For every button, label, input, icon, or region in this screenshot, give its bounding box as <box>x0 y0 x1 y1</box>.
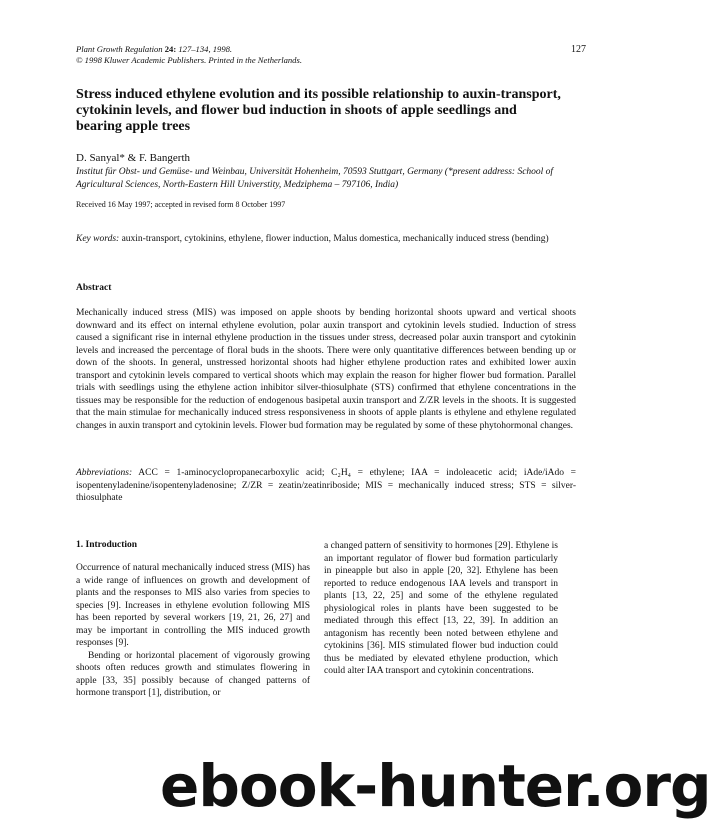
keywords-label: Key words: <box>76 234 120 244</box>
received-dates: Received 16 May 1997; accepted in revised form 8 October 1997 <box>76 200 286 209</box>
abbreviations <box>76 467 576 505</box>
journal-line-2: © 1998 Kluwer Academic Publishers. Printed in the Netherlands. <box>76 55 302 65</box>
journal-volume: 24: <box>164 44 177 54</box>
introduction-heading: 1. Introduction <box>76 540 138 550</box>
article-title: Stress induced ethylene evolution and its possible relationship to auxin-transport, cytokinin levels, and flower bud induction in shoots of apple seedlings and bearing apple trees <box>76 87 561 134</box>
authors: D. Sanyal* & F. Bangerth <box>76 152 190 164</box>
affiliation: Institut für Obst- und Gemüse- und Weinbau, Universität Hohenheim, 70593 Stuttgart, Germany (*present address: School of Agricultural Sciences, North-Eastern Hill Universtity, Medziphema – 797106, India) <box>76 167 554 190</box>
journal-line-1: Plant Growth Regulation 24: 127–134, 1998. <box>76 44 233 54</box>
abbreviations-label: Abbreviations: <box>76 468 133 478</box>
keywords <box>76 233 576 246</box>
paragraph: Occurrence of natural mechanically induced stress (MIS) has a wide range of influences on growth and development of plants and the responses to MIS also varies from species to species [9]. Increases in ethylene evolution following MIS has been reported by several workers [19, 21, 26, 27] and may be important in controlling the MIS induced growth responses [9]. <box>76 563 310 648</box>
paragraph: a changed pattern of sensitivity to hormones [29]. Ethylene is an important regulator of flower bud formation particularly in pineapple but also in apple [20, 32]. Ethylene has been reported to reduce endogenous IAA levels and transport in plants [13, 22, 25] and some of the ethylene regulated physiological roles in plants have been suggested to be mediated through this effect [13, 22, 39]. In addition an antagonism has recently been noted between ethylene and cytokinins [36]. MIS stimulated flower bud induction could thus be mediated by elevated ethylene production, which could alter IAA transport and cytokinin concentrations. <box>324 541 558 676</box>
page-number: 127 <box>571 44 586 55</box>
keywords-text: auxin-transport, cytokinins, ethylene, flower induction, Malus domestica, mechanically induced stress (bending) <box>121 234 549 244</box>
abstract-text: Mechanically induced stress (MIS) was imposed on apple shoots by bending horizontal shoots upward and vertical shoots downward and its effect on internal ethylene evolution, polar auxin transport and cytokinin levels studied. Induction of stress caused a significant rise in internal ethylene production in the tissues under stress, decreased polar auxin transport and cytokinin levels and increased the percentage of floral buds in the shoots. There were only quantitative differences between bending up or down of the shoots. In general, unstressed horizontal shoots had higher ethylene production rates and exhibited lower auxin transport and cytokinin levels compared to vertical shoots which may explain the reason for higher flower bud formation. Parallel trials with seedlings using the ethylene action inhibitor silver-thiosulphate (STS) confirmed that ethylene concentrations in the tissues may be responsible for the reduction of endogenous basipetal auxin transport and Z/ZR levels in the shoots. It is suggested that the main stimulae for mechanically induced stress responsiveness in shoots of apple plants is ethylene and ethylene regulated changes in auxin transport and cytokinin levels. Flower bud formation may be regulated by some of these phytohormonal changes. <box>76 308 576 431</box>
left-column <box>76 562 310 700</box>
journal-citation <box>76 44 302 66</box>
paragraph: Bending or horizontal placement of vigorously growing shoots often reduces growth and stimulates flowering in apple [33, 35] possibly because of changed patterns of hormone transport [1], distribution, or <box>76 650 310 698</box>
abstract-heading: Abstract <box>76 283 112 293</box>
watermark-text: ebook-hunter.org <box>160 752 710 820</box>
right-column <box>324 540 558 678</box>
abbreviations-text: ACC = 1-aminocyclopropanecarboxylic acid; C₂H₄ = ethylene; IAA = indoleacetic acid; iAde/iAdo = isopentenyladenine/isopentenyladenosine; Z/ZR = zeatin/zeatinriboside; MIS = mechanically induced stress; STS = silver-thiosulphate <box>76 468 576 503</box>
